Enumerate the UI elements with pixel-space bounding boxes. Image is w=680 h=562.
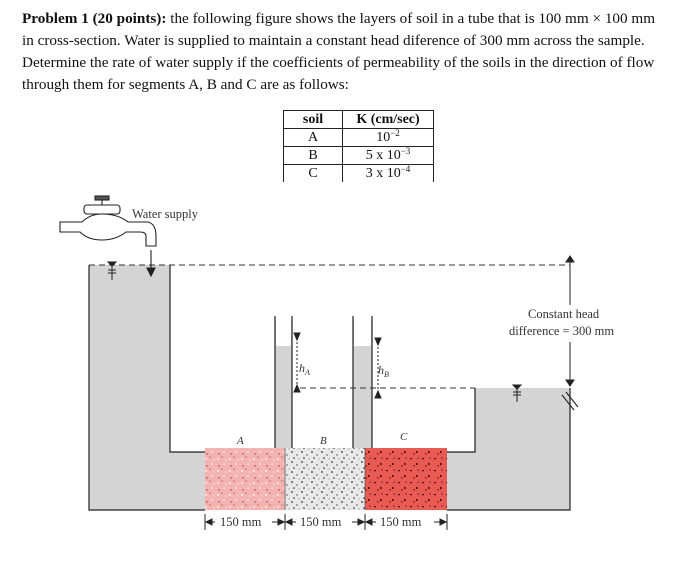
constant-head-label-1: Constant head xyxy=(528,307,600,321)
soil-b xyxy=(285,448,365,510)
k-a-base: 10 xyxy=(376,130,391,145)
water-supply-label: Water supply xyxy=(132,207,198,221)
label-b: B xyxy=(320,435,327,447)
h-a-label: $h_A$ xyxy=(299,361,310,377)
cell-soil-b: B xyxy=(284,147,343,165)
label-a: A xyxy=(237,435,244,447)
soil-a xyxy=(205,448,285,510)
k-a-exp: −2 xyxy=(390,128,400,138)
cell-soil-a: A xyxy=(284,129,343,147)
problem-text: the following figure shows the layers of soil in a tube that is 100 mm × 100 mm in cross-section. Water is supplied to maintain a constant head diference of 300 mm across the sample. Determine the rate of water supply if the coefficients of permeability of the soils in the direction of flow through them for segments A, B and C are as follows: xyxy=(22,10,656,93)
k-c-base: 3 x 10 xyxy=(365,166,401,181)
dim-label-2: 150 mm xyxy=(300,515,342,529)
problem-heading: Problem 1 (20 points): xyxy=(22,10,167,27)
k-b-exp: −3 xyxy=(400,146,411,156)
header-soil: soil xyxy=(284,111,343,129)
k-b-base: 5 x 10 xyxy=(365,148,401,163)
soil-c xyxy=(365,448,447,510)
k-c-exp: −4 xyxy=(400,164,411,174)
cell-soil-c: C xyxy=(284,165,343,183)
standpipe-a-air xyxy=(276,316,291,346)
constant-head-label-2: difference = 300 mm xyxy=(509,324,615,338)
dim-label-3: 150 mm xyxy=(380,515,422,529)
standpipe-b-air xyxy=(354,316,371,346)
constant-head-arrow xyxy=(566,256,574,386)
header-k: K (cm/sec) xyxy=(343,111,434,129)
dim-label-1: 150 mm xyxy=(220,515,262,529)
label-c: C xyxy=(400,431,408,443)
h-b-label: $h_B$ xyxy=(378,363,389,379)
